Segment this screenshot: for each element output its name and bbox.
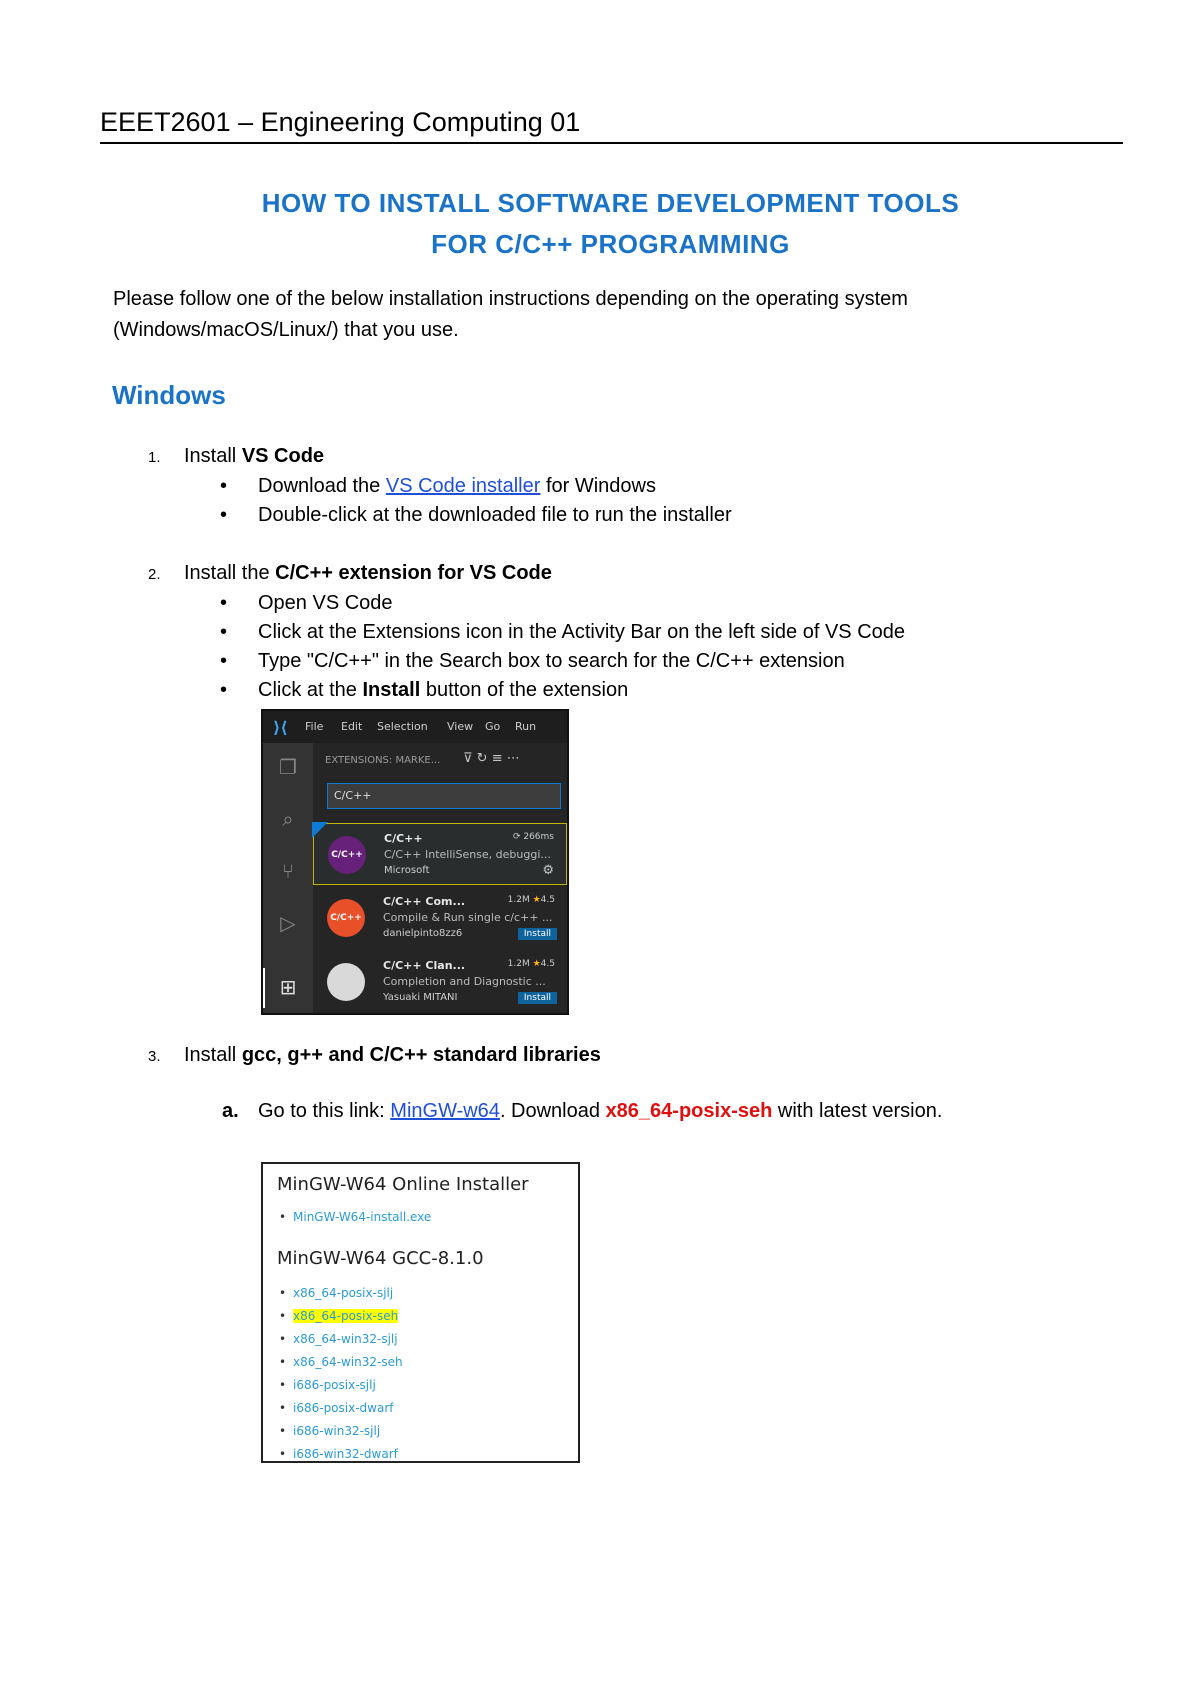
extension-item[interactable]	[313, 951, 567, 1013]
mingw-screenshot	[261, 1162, 580, 1463]
menu-edit[interactable]: Edit	[341, 720, 363, 733]
list-item: • Double-click at the downloaded file to run the installer	[220, 501, 732, 530]
extension-search-input[interactable]: C/C++	[327, 783, 561, 809]
list-item: • Click at the Extensions icon in the Activity Bar on the left side of VS Code	[220, 618, 905, 647]
refresh-icon[interactable]: ↻	[476, 751, 488, 766]
course-title: EEET2601 – Engineering Computing 01	[100, 107, 581, 137]
install-button[interactable]: Install	[518, 992, 557, 1004]
extension-description: Compile & Run single c/c++ ...	[383, 911, 553, 924]
instruction-text: with latest version.	[772, 1100, 943, 1122]
step-prefix: Install the	[184, 562, 276, 584]
download-link[interactable]: • i686-win32-sjlj	[279, 1420, 403, 1443]
rating: 4.5	[540, 959, 555, 969]
source-control-icon[interactable]: ⑂	[282, 859, 294, 883]
list-item	[220, 472, 732, 501]
menu-selection[interactable]: Selection	[377, 720, 428, 733]
extensions-icon[interactable]: ⊞	[279, 975, 297, 999]
gcc-version-heading: MinGW-W64 GCC-8.1.0	[277, 1248, 484, 1269]
download-link-highlighted[interactable]	[279, 1305, 403, 1328]
step-bold-text: gcc, g++ and C/C++ standard libraries	[241, 1044, 601, 1066]
step-prefix: Install	[184, 1044, 242, 1066]
step-bold-text: C/C++ extension for VS Code	[275, 562, 552, 584]
activity-bar	[263, 743, 313, 1015]
download-link[interactable]: • x86_64-posix-sjlj	[279, 1282, 403, 1305]
step-number: 2.	[148, 566, 161, 583]
list-item: • Open VS Code	[220, 589, 905, 618]
extension-meta: ⟳ 266ms	[512, 832, 554, 842]
target-build-name: x86_64-posix-seh	[605, 1100, 773, 1122]
gear-icon[interactable]: ⚙	[542, 863, 554, 878]
sidebar-toolbar	[463, 751, 520, 766]
active-indicator	[263, 968, 265, 1008]
vscode-menubar	[263, 711, 567, 743]
intro-paragraph: Please follow one of the below installation instructions depending on the operating system (Windows/macOS/Linux/) that you use.	[113, 288, 908, 341]
download-link[interactable]: • i686-posix-dwarf	[279, 1397, 403, 1420]
menu-file[interactable]: File	[305, 720, 324, 733]
highlighted-build[interactable]: x86_64-posix-seh	[293, 1309, 399, 1323]
mingw-w64-link[interactable]: MinGW-w64	[390, 1100, 500, 1122]
run-debug-icon[interactable]: ▷	[280, 911, 296, 935]
step-1-heading	[148, 445, 324, 468]
recommended-icon	[312, 822, 328, 838]
extension-name: C/C++ Com...	[383, 895, 466, 908]
extension-publisher: Yasuaki MITANI	[383, 992, 458, 1003]
extension-publisher: danielpinto8zz6	[383, 928, 463, 939]
bullet-text: Click at the	[258, 679, 363, 701]
extension-meta	[508, 895, 555, 905]
step-1-bullets	[220, 472, 732, 530]
rating: 4.5	[540, 895, 555, 905]
bullet-text: button of the extension	[420, 679, 629, 701]
download-count: 1.2M	[507, 959, 530, 969]
extension-name: C/C++	[384, 832, 423, 845]
bullet-bold: Install	[362, 679, 421, 701]
extension-item[interactable]	[313, 887, 567, 949]
page-title-line-2: FOR C/C++ PROGRAMMING	[431, 229, 790, 259]
online-installer-list	[279, 1206, 431, 1229]
extension-description: Completion and Diagnostic ...	[383, 975, 546, 988]
section-heading-windows: Windows	[112, 380, 226, 410]
extension-publisher: Microsoft	[384, 865, 430, 876]
gcc-build-list	[279, 1282, 403, 1466]
extension-logo: C/C++	[328, 836, 366, 874]
extension-logo: C/C++	[327, 899, 365, 937]
star-icon: ★	[532, 959, 541, 969]
download-link[interactable]: • MinGW-W64-install.exe	[279, 1206, 431, 1229]
extensions-sidebar	[313, 743, 567, 1015]
step-2-heading	[148, 562, 552, 585]
menu-go[interactable]: Go	[485, 720, 501, 733]
vs-code-installer-link[interactable]: VS Code installer	[385, 475, 541, 497]
step-number: 1.	[148, 449, 161, 466]
instruction-text: . Download	[499, 1100, 606, 1122]
search-icon[interactable]: ⌕	[282, 807, 294, 831]
vscode-screenshot	[261, 709, 569, 1015]
list-item: • Type "C/C++" in the Search box to search for the C/C++ extension	[220, 647, 905, 676]
sub-step-label: a.	[222, 1100, 239, 1122]
step-prefix: Install	[184, 445, 242, 467]
more-icon[interactable]: ⋯	[506, 751, 520, 766]
step-number: 3.	[148, 1048, 161, 1065]
extension-name: C/C++ Clan...	[383, 959, 466, 972]
install-button[interactable]: Install	[518, 928, 557, 940]
page-title-line-1: HOW TO INSTALL SOFTWARE DEVELOPMENT TOOLS	[261, 188, 960, 218]
extension-meta	[508, 959, 555, 969]
star-icon: ★	[532, 895, 541, 905]
download-link[interactable]: • i686-win32-dwarf	[279, 1443, 403, 1466]
download-count: 1.2M	[507, 895, 530, 905]
explorer-icon[interactable]: ❐	[279, 755, 297, 779]
extension-description: C/C++ IntelliSense, debuggi...	[384, 848, 551, 861]
menu-run[interactable]: Run	[515, 720, 537, 733]
online-installer-heading: MinGW-W64 Online Installer	[277, 1174, 529, 1195]
bullet-text: for Windows	[540, 475, 656, 497]
download-link[interactable]: • x86_64-win32-seh	[279, 1351, 403, 1374]
extension-logo	[327, 963, 365, 1001]
filter-icon[interactable]: ⊽	[463, 751, 473, 766]
instruction-text: Go to this link:	[258, 1100, 391, 1122]
extension-item[interactable]	[313, 823, 567, 885]
vscode-logo-icon: ⟩⟨	[273, 718, 288, 737]
step-3a-instruction	[222, 1100, 942, 1123]
bullet-text: Download the	[258, 475, 386, 497]
step-bold-text: VS Code	[241, 445, 325, 467]
download-link[interactable]: • x86_64-win32-sjlj	[279, 1328, 403, 1351]
menu-view[interactable]: View	[447, 720, 474, 733]
list-item	[220, 676, 905, 705]
document-header	[100, 104, 1123, 144]
step-3-heading	[148, 1044, 601, 1067]
step-2-bullets	[220, 589, 905, 705]
sidebar-title: EXTENSIONS: MARKE...	[325, 755, 441, 766]
clear-icon[interactable]: ≡	[491, 751, 503, 766]
extension-results	[313, 823, 567, 1015]
download-link[interactable]: • i686-posix-sjlj	[279, 1374, 403, 1397]
